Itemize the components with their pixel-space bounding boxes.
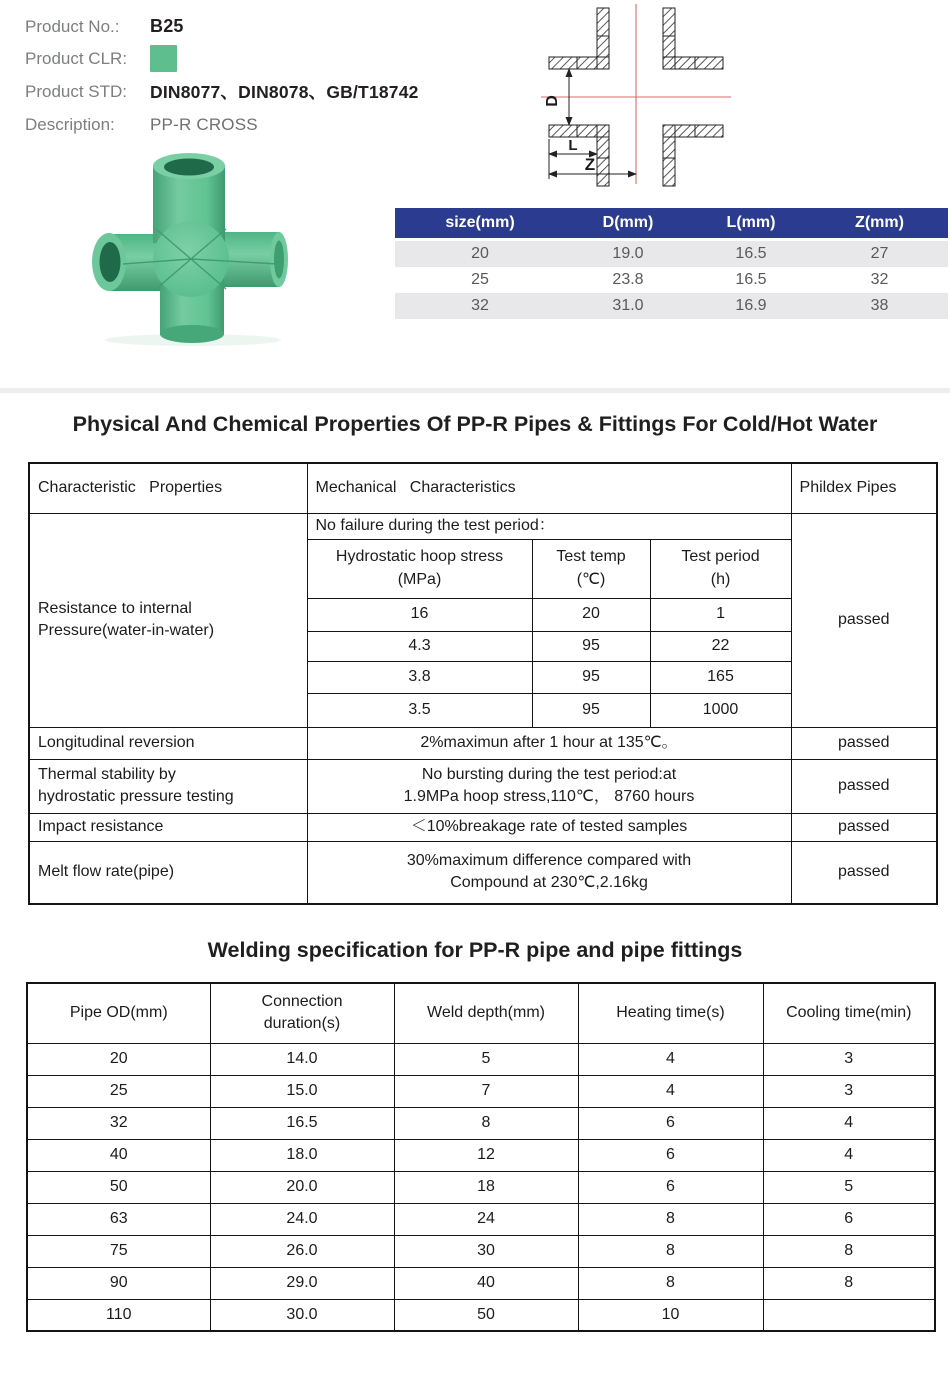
cell: 15.0 [210, 1075, 394, 1107]
cell: 3.8 [307, 661, 532, 693]
col-z: Z(mm) [811, 208, 948, 240]
name-line: Pressure(water-in-water) [38, 622, 215, 639]
welding-section-title: Welding specification for PP-R pipe and pipe fittings [207, 938, 743, 962]
left-socket-bore [100, 242, 121, 282]
size-row [395, 267, 948, 293]
cell: 16.5 [735, 271, 767, 288]
size-table-header-row [395, 208, 948, 240]
cell: 110 [27, 1299, 210, 1331]
cell: 24 [394, 1203, 578, 1235]
name-line: Thermal stability by [38, 765, 176, 783]
product-std-value: DIN8077、DIN8078、GB/T18742 [150, 82, 419, 102]
cell: 8 [578, 1235, 763, 1267]
product-std-label: Product STD: [25, 81, 128, 101]
cell: 50 [27, 1171, 210, 1203]
product-no-row [25, 10, 184, 43]
cell: 8 [578, 1203, 763, 1235]
cell: 27 [811, 240, 948, 268]
cell: 24.0 [210, 1203, 394, 1235]
result-passed: passed [791, 513, 937, 727]
cell: 3.5 [307, 693, 532, 727]
property-row [29, 759, 937, 813]
cell: 38 [811, 293, 948, 319]
cell: 95 [532, 693, 650, 727]
sub-line: Hydrostatic hoop stress [335, 548, 504, 566]
cell: 16.5 [691, 240, 811, 268]
cell: 40 [394, 1267, 578, 1299]
sub-line: Test period [681, 548, 760, 566]
property-desc [307, 759, 791, 813]
size-row [395, 240, 948, 268]
cell: 4 [578, 1043, 763, 1075]
result-passed: passed [791, 727, 937, 759]
cell: 10 [578, 1299, 763, 1331]
cell: 165 [650, 661, 791, 693]
welding-row [27, 1107, 935, 1139]
col-heating-time [578, 983, 763, 1043]
welding-row [27, 1075, 935, 1107]
hdr-line: Weld depth(mm) [427, 1004, 545, 1022]
sub-col-temp [532, 539, 650, 598]
col-l: L(mm) [691, 208, 811, 240]
name-line: Longitudinal reversion [38, 733, 195, 751]
col-characteristic: Characteristic Properties [29, 463, 307, 513]
product-desc-label: Description: [25, 114, 115, 134]
col-cooling-time [763, 983, 935, 1043]
properties-table [28, 462, 938, 905]
cell: 7 [394, 1075, 578, 1107]
col-connection-duration [210, 983, 394, 1043]
cell: 1 [650, 598, 791, 631]
cell: 16 [307, 598, 532, 631]
cell: 23.8 [612, 271, 644, 288]
cell: 6 [578, 1107, 763, 1139]
cell: 16.5 [210, 1107, 394, 1139]
cell: 4 [763, 1107, 935, 1139]
characteristic-name [29, 813, 307, 841]
property-desc [307, 727, 791, 759]
cell: 20 [27, 1043, 210, 1075]
cell: 30.0 [210, 1299, 394, 1331]
property-desc [307, 841, 791, 904]
dimension-l-label: L [568, 137, 578, 154]
result-passed: passed [791, 759, 937, 813]
cell: 6 [578, 1139, 763, 1171]
cell: 32 [27, 1107, 210, 1139]
sub-line: (MPa) [397, 570, 442, 588]
cell: 95 [532, 661, 650, 693]
product-no-label: Product No.: [25, 16, 120, 36]
desc-line: 1.9MPa hoop stress,110℃， 8760 hours [403, 788, 695, 805]
sub-line: (h) [710, 570, 731, 588]
hdr-line: duration(s) [263, 1015, 341, 1033]
product-clr-row [25, 42, 177, 75]
cell: 18 [394, 1171, 578, 1203]
welding-row [27, 1203, 935, 1235]
characteristic-name [29, 759, 307, 813]
cell: 31.0 [565, 293, 691, 319]
characteristic-name [29, 513, 307, 727]
cell: 29.0 [210, 1267, 394, 1299]
col-weld-depth [394, 983, 578, 1043]
product-desc-row [25, 108, 258, 141]
dimension-z-label: Z [584, 155, 596, 174]
no-failure-note: No failure during the test period： [307, 513, 791, 539]
top-opening-bore [164, 159, 214, 176]
cell: 40 [27, 1139, 210, 1171]
dimension-d-label: D [544, 95, 561, 107]
cell: 30 [394, 1235, 578, 1267]
cell: 14.0 [210, 1043, 394, 1075]
sub-col-stress [307, 539, 532, 598]
welding-row [27, 1043, 935, 1075]
product-desc-value: PP-R CROSS [150, 114, 258, 134]
cell: 20 [395, 240, 565, 268]
cell: 3 [763, 1043, 935, 1075]
size-dimensions-table [395, 208, 948, 319]
desc-line: 2%maximun after 1 hour at 135℃。 [420, 733, 678, 751]
product-color-swatch [150, 45, 177, 72]
cell: 16.9 [691, 293, 811, 319]
cell: 19.0 [565, 240, 691, 268]
welding-row [27, 1235, 935, 1267]
cell: 20.0 [210, 1171, 394, 1203]
cell: 90 [27, 1267, 210, 1299]
cell: 32 [870, 271, 889, 288]
section-divider [0, 388, 950, 393]
sub-col-period [650, 539, 791, 598]
cell: 95 [532, 631, 650, 661]
cell: 6 [578, 1171, 763, 1203]
product-no-value: B25 [150, 16, 184, 36]
cell: 8 [763, 1235, 935, 1267]
cell: 4 [763, 1139, 935, 1171]
col-mechanical: Mechanical Characteristics [307, 463, 791, 513]
cell: 26.0 [210, 1235, 394, 1267]
cell: 1000 [650, 693, 791, 727]
characteristic-name [29, 841, 307, 904]
cell: 4.3 [307, 631, 532, 661]
technical-drawing [533, 2, 733, 187]
cell: 8 [578, 1267, 763, 1299]
cell: 5 [394, 1043, 578, 1075]
cell: 8 [763, 1267, 935, 1299]
cell: 6 [763, 1203, 935, 1235]
cell: 12 [394, 1139, 578, 1171]
cell: 4 [578, 1075, 763, 1107]
result-passed: passed [791, 813, 937, 841]
col-size: size(mm) [395, 208, 565, 240]
characteristic-name [29, 727, 307, 759]
property-row [29, 841, 937, 904]
cell: 20 [532, 598, 650, 631]
welding-row [27, 1299, 935, 1331]
welding-row [27, 1171, 935, 1203]
hdr-line: Heating time(s) [616, 1004, 725, 1022]
name-line: hydrostatic pressure testing [38, 788, 234, 805]
resistance-row [29, 513, 937, 539]
col-phildex: Phildex Pipes [791, 463, 937, 513]
desc-line: No bursting during the test period:at [421, 765, 677, 783]
desc-line: Compound at 230℃,2.16kg [450, 874, 648, 892]
welding-row [27, 1267, 935, 1299]
property-desc [307, 813, 791, 841]
sub-line: Test temp [556, 548, 626, 566]
product-photo-cross-fitting [78, 143, 298, 348]
cell: 18.0 [210, 1139, 394, 1171]
product-std-row [25, 75, 419, 108]
cell: 32 [395, 293, 565, 319]
cell: 22 [650, 631, 791, 661]
cell: 25 [471, 271, 489, 288]
name-line: Resistance to internal [38, 599, 192, 617]
hdr-line: Pipe OD(mm) [69, 1004, 168, 1022]
cell: 75 [27, 1235, 210, 1267]
welding-table [26, 982, 936, 1332]
right-socket-bore [274, 241, 284, 279]
property-row [29, 727, 937, 759]
cell [763, 1299, 935, 1331]
welding-header-row [27, 983, 935, 1043]
cell: 8 [394, 1107, 578, 1139]
welding-row [27, 1139, 935, 1171]
name-line: Impact resistance [38, 817, 164, 835]
cell: 25 [27, 1075, 210, 1107]
col-d: D(mm) [565, 208, 691, 240]
hdr-line: Connection [261, 992, 343, 1010]
sub-line: (℃) [576, 570, 606, 588]
result-passed: passed [791, 841, 937, 904]
cell: 5 [763, 1171, 935, 1203]
bottom-leg-end [160, 325, 224, 343]
col-pipe-od [27, 983, 210, 1043]
size-row [395, 293, 948, 319]
cell: 50 [394, 1299, 578, 1331]
properties-header-row [29, 463, 937, 513]
desc-line: 30%maximum difference compared with [406, 851, 692, 869]
name-line: Melt flow rate(pipe) [38, 863, 175, 881]
cell: 63 [27, 1203, 210, 1235]
cell: 3 [763, 1075, 935, 1107]
hdr-line: Cooling time(min) [786, 1004, 912, 1022]
property-row [29, 813, 937, 841]
properties-section-title: Physical And Chemical Properties Of PP-R Pipes & Fittings For Cold/Hot Water [72, 412, 878, 436]
product-clr-label: Product CLR: [25, 48, 128, 68]
desc-line: ＜10%breakage rate of tested samples [410, 817, 688, 835]
